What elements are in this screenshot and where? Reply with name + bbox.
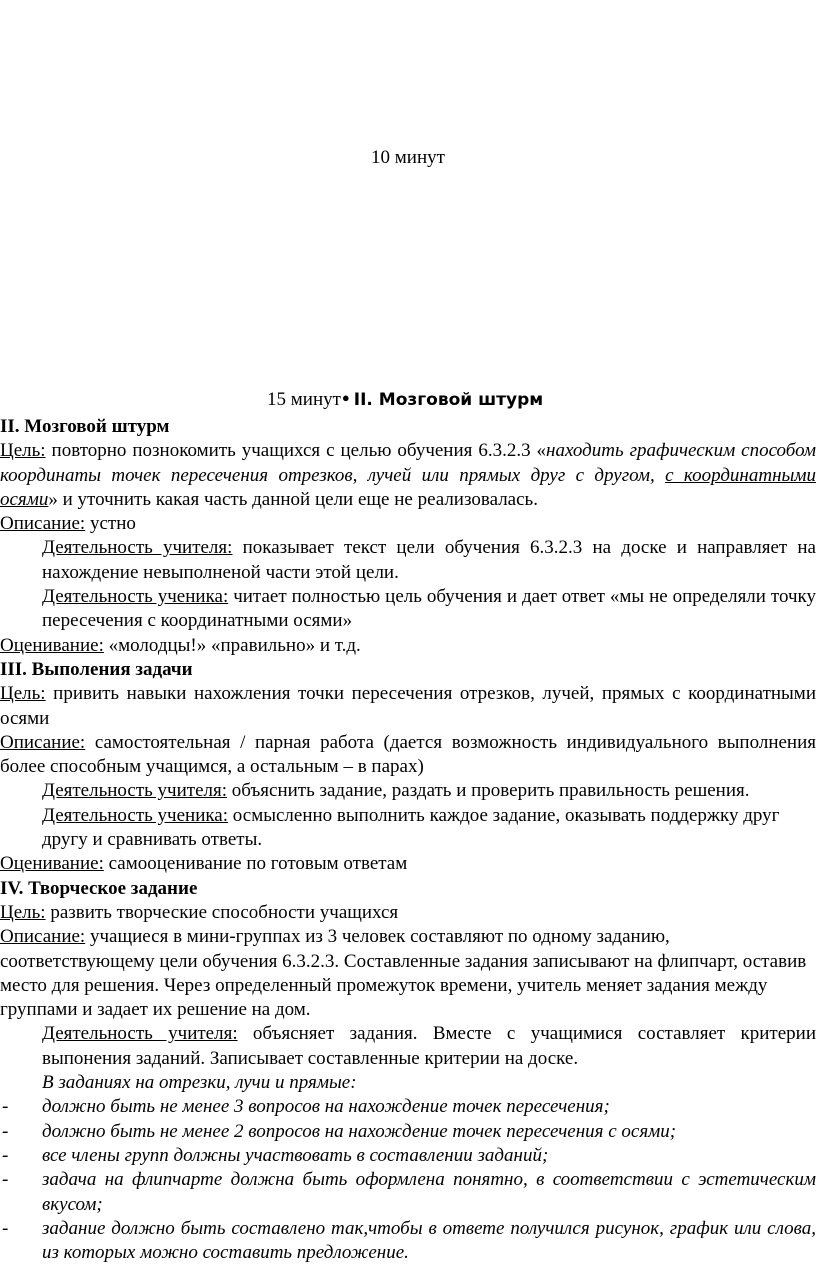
description-text: устно (85, 513, 136, 535)
assessment-text: самооценивание по готовым ответам (103, 853, 408, 875)
description-label: Описание: (0, 731, 86, 753)
section-3-teacher (0, 779, 816, 803)
dash-marker: - (2, 1144, 9, 1166)
goal-label: Цель: (0, 683, 46, 705)
goal-italic-underlined: с координатными осями (0, 464, 816, 510)
timer-15-minutes: 15 минут (267, 389, 341, 410)
section-2-assessment (0, 634, 816, 658)
description-text: учащиеся в мини-группах из 3 человек составляют по одному заданию, соответствующему цели обучения 6.3.2.3. Составленные задания записывают на флипчарт, оставив место для решения. Через определенный промежуток времени, учитель меняет задания между группами и задает их решение на дом. (0, 926, 807, 1021)
criteria-item (0, 1095, 816, 1119)
dash-marker: - (2, 1120, 9, 1142)
section-4-description (0, 925, 816, 1022)
criteria-text: задание должно быть составлено так,чтобы в ответе получился рисунок, график или слова, из которых можно составить предложение. (42, 1217, 816, 1264)
goal-text-end: » и уточнить какая часть данной цели еще не реализовалась. (48, 488, 538, 510)
student-label: Деятельность ученика: (42, 586, 229, 608)
section-3-assessment (0, 852, 816, 876)
description-label: Описание: (0, 513, 86, 535)
criteria-item (0, 1168, 816, 1217)
section-2-student (0, 585, 816, 634)
goal-text: привить навыки нахожления точки пересечения отрезков, лучей, прямых с координатными осями (0, 683, 816, 729)
criteria-text: должно быть не менее 3 вопросов на нахождение точек пересечения; (42, 1096, 610, 1118)
teacher-text: показывает текст цели обучения 6.3.2.3 на доске и направляет на нахождение невыполненой части этой цели. (42, 537, 816, 583)
description-text: самостоятельная / парная работа (дается возможность индивидуального выполнения более способным учащимся, а остальным – в парах) (0, 731, 816, 778)
section-4-teacher (0, 1022, 816, 1071)
bullet-icon: ● (341, 390, 350, 405)
goal-text: развить творческие способности учащихся (45, 901, 399, 923)
timer-15-minutes-line (267, 388, 543, 413)
goal-text-start: повторно познокомить учащихся с целью обучения 6.3.2.3 « (45, 440, 547, 462)
goal-italic: находить графическим способом координаты точек пересечения отрезков, лучей или прямых друг с другом, (0, 440, 816, 486)
student-label: Деятельность ученика: (42, 804, 229, 826)
criteria-item (0, 1144, 816, 1168)
criteria-intro: В заданиях на отрезки, лучи и прямые: (42, 1072, 357, 1094)
section-2-title: II. Мозговой штурм (0, 416, 170, 437)
description-label: Описание: (0, 926, 86, 948)
criteria-item (0, 1217, 816, 1265)
goal-label: Цель: (0, 440, 46, 462)
dash-marker: - (2, 1217, 9, 1239)
goal-label: Цель: (0, 901, 46, 923)
section-2-teacher (0, 536, 816, 585)
teacher-text: объяснить задание, раздать и проверить правильность решения. (227, 780, 750, 802)
teacher-label: Деятельность учителя: (42, 780, 227, 802)
section-2-goal (0, 439, 816, 512)
section-4-goal (0, 901, 816, 925)
teacher-label: Деятельность учителя: (42, 537, 233, 559)
assessment-label: Оценивание: (0, 634, 104, 656)
teacher-text: объясняет задания. Вместе с учащимися составляет критерии выпонения заданий. Записывает составленные критерии на доске. (42, 1023, 816, 1069)
teacher-label: Деятельность учителя: (42, 1023, 238, 1045)
criteria-text: должно быть не менее 2 вопросов на нахождение точек пересечения с осями; (42, 1120, 677, 1142)
section-3-goal (0, 682, 816, 731)
assessment-text: «молодцы!» «правильно» и т.д. (103, 634, 361, 656)
section-3-title: III. Выполения задачи (0, 658, 193, 680)
criteria-item (0, 1120, 816, 1144)
lesson-content (0, 415, 816, 1265)
student-text: осмысленно выполнить каждое задание, оказывать поддержку друг другу и сравнивать ответы. (42, 804, 780, 851)
section-3-description (0, 731, 816, 780)
criteria-text: задача на флипчарте должна быть оформлена понятно, в соответствии с эстетическим вкусом; (42, 1169, 816, 1215)
timer-10-minutes: 10 минут (371, 147, 445, 168)
assessment-label: Оценивание: (0, 853, 104, 875)
timer-section-heading: II. Мозговой штурм (353, 390, 544, 410)
student-text: читает полностью цель обучения и дает ответ «мы не определяли точку пересечения с координатными осями» (42, 586, 816, 632)
section-4-title: IV. Творческое задание (0, 877, 198, 899)
section-2-description (0, 512, 816, 536)
criteria-text: все члены групп должны участвовать в составлении заданий; (42, 1144, 549, 1166)
dash-marker: - (2, 1169, 9, 1191)
dash-marker: - (2, 1096, 9, 1118)
section-3-student (0, 804, 816, 853)
